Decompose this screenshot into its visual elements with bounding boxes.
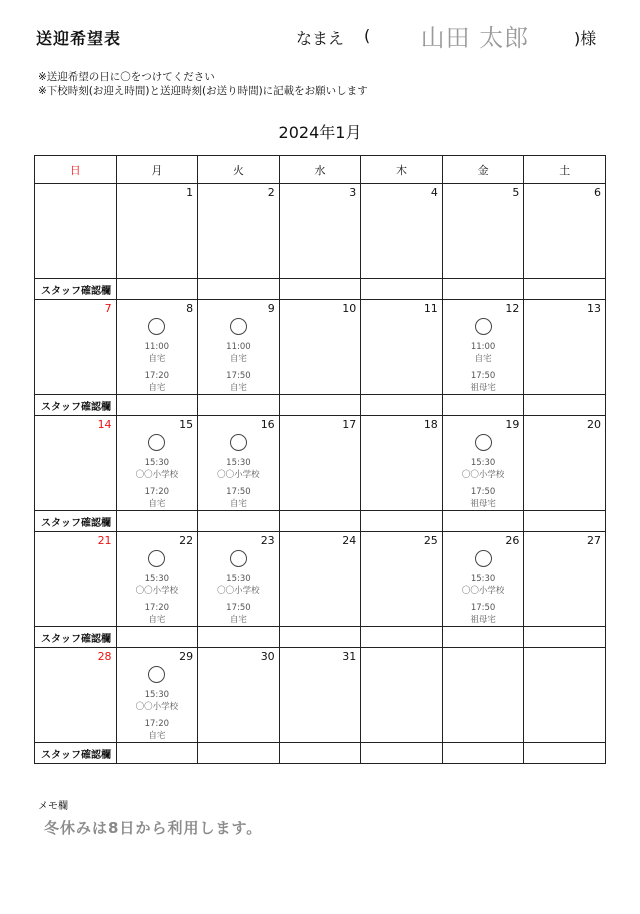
date-number: 16 xyxy=(260,418,275,431)
day-cell[interactable] xyxy=(524,184,606,279)
date-number: 27 xyxy=(587,534,601,547)
pickup-time: 15:30 xyxy=(144,574,170,584)
day-cell[interactable] xyxy=(361,300,443,395)
dropoff-time: 17:50 xyxy=(470,371,496,381)
staff-check-label: スタッフ確認欄 xyxy=(35,395,117,416)
dropoff-time: 17:50 xyxy=(226,487,251,497)
pickup-entry xyxy=(117,550,198,626)
day-cell[interactable] xyxy=(35,416,117,511)
day-cell[interactable] xyxy=(442,416,524,511)
pickup-entry xyxy=(443,550,524,626)
date-number: 14 xyxy=(97,418,112,431)
dropoff-time: 17:50 xyxy=(470,487,496,497)
memo-label: メモ欄 xyxy=(38,801,68,812)
date-number: 6 xyxy=(594,186,601,199)
date-number: 28 xyxy=(97,650,112,663)
form-title: 送迎希望表 xyxy=(36,29,122,48)
date-number: 5 xyxy=(512,186,520,199)
pickup-time: 15:30 xyxy=(226,574,251,584)
circle-mark-icon xyxy=(148,434,165,451)
day-cell[interactable] xyxy=(116,300,198,395)
day-cell[interactable] xyxy=(442,648,524,743)
day-cell[interactable] xyxy=(524,300,606,395)
staff-check-cell[interactable] xyxy=(116,743,198,764)
weekday-header-tue: 火 xyxy=(198,156,280,184)
staff-check-cell[interactable] xyxy=(442,743,524,764)
staff-check-cell[interactable] xyxy=(198,279,280,300)
circle-mark-icon xyxy=(148,550,165,567)
staff-check-cell[interactable] xyxy=(198,627,280,648)
pickup-place: 〇〇小学校 xyxy=(217,586,260,596)
staff-check-cell[interactable] xyxy=(279,627,361,648)
staff-check-cell[interactable] xyxy=(361,743,443,764)
staff-check-cell[interactable] xyxy=(116,395,198,416)
instruction-note: ※送迎希望の日に〇をつけてください xyxy=(38,71,215,83)
day-cell[interactable] xyxy=(35,300,117,395)
staff-check-cell[interactable] xyxy=(524,627,606,648)
date-number: 24 xyxy=(342,534,357,547)
dropoff-time: 17:20 xyxy=(144,719,170,729)
day-cell[interactable] xyxy=(35,184,117,279)
week-row xyxy=(35,416,606,511)
dropoff-place: 自宅 xyxy=(148,499,166,509)
instruction-note: ※下校時刻(お迎え時間)と送迎時刻(お送り時間)に記載をお願いします xyxy=(38,85,368,97)
dropoff-time: 17:50 xyxy=(226,603,251,613)
staff-check-row xyxy=(35,743,606,764)
circle-mark-icon xyxy=(475,318,492,335)
date-number: 23 xyxy=(260,534,275,547)
pickup-entry xyxy=(443,318,524,394)
name-paren-close: )様 xyxy=(574,29,597,48)
dropoff-place: 祖母宅 xyxy=(470,499,496,509)
day-cell[interactable] xyxy=(524,532,606,627)
date-number: 21 xyxy=(97,534,112,547)
date-number: 30 xyxy=(260,650,275,663)
pickup-entry xyxy=(198,550,279,626)
week-row xyxy=(35,648,606,743)
staff-check-cell[interactable] xyxy=(116,627,198,648)
date-number: 29 xyxy=(179,650,194,663)
date-number: 8 xyxy=(186,302,194,315)
circle-mark-icon xyxy=(148,318,165,335)
circle-mark-icon xyxy=(475,434,492,451)
weekday-header-wed: 水 xyxy=(279,156,361,184)
pickup-entry xyxy=(117,434,198,510)
date-number: 22 xyxy=(179,534,194,547)
staff-check-label: スタッフ確認欄 xyxy=(35,627,117,648)
dropoff-place: 自宅 xyxy=(148,383,166,393)
pickup-place: 自宅 xyxy=(474,354,492,364)
staff-check-row xyxy=(35,395,606,416)
date-number: 15 xyxy=(179,418,194,431)
pickup-time: 15:30 xyxy=(470,458,496,468)
pickup-place: 〇〇小学校 xyxy=(135,586,179,596)
circle-mark-icon xyxy=(230,550,247,567)
day-cell[interactable] xyxy=(116,416,198,511)
dropoff-time: 17:20 xyxy=(144,603,170,613)
day-cell[interactable] xyxy=(361,648,443,743)
dropoff-time: 17:20 xyxy=(144,371,170,381)
week-row xyxy=(35,184,606,279)
pickup-time: 11:00 xyxy=(226,342,251,352)
date-number: 4 xyxy=(430,186,438,199)
memo-text[interactable]: 冬休みは8日から利用します。 xyxy=(44,819,263,837)
dropoff-time: 17:20 xyxy=(144,487,170,497)
pickup-entry xyxy=(198,318,279,394)
day-cell[interactable] xyxy=(442,184,524,279)
day-cell[interactable] xyxy=(361,416,443,511)
dropoff-place: 自宅 xyxy=(229,383,247,393)
pickup-time: 15:30 xyxy=(226,458,251,468)
pickup-time: 15:30 xyxy=(470,574,496,584)
day-cell[interactable] xyxy=(279,300,361,395)
date-number: 3 xyxy=(349,186,357,199)
day-cell[interactable] xyxy=(524,648,606,743)
staff-check-cell[interactable] xyxy=(116,511,198,532)
staff-check-cell[interactable] xyxy=(524,395,606,416)
date-number: 9 xyxy=(267,302,275,315)
dropoff-place: 祖母宅 xyxy=(470,383,496,393)
dropoff-time: 17:50 xyxy=(470,603,496,613)
day-cell[interactable] xyxy=(35,648,117,743)
dropoff-place: 自宅 xyxy=(229,499,247,509)
staff-check-cell[interactable] xyxy=(361,395,443,416)
staff-check-label: スタッフ確認欄 xyxy=(35,743,117,764)
pickup-entry xyxy=(117,666,198,742)
calendar-body xyxy=(35,184,606,764)
name-label: なまえ xyxy=(296,29,345,48)
circle-mark-icon xyxy=(230,318,247,335)
staff-check-cell[interactable] xyxy=(442,279,524,300)
staff-check-cell[interactable] xyxy=(279,279,361,300)
day-cell[interactable] xyxy=(198,648,280,743)
staff-check-cell[interactable] xyxy=(442,511,524,532)
day-cell[interactable] xyxy=(279,532,361,627)
circle-mark-icon xyxy=(230,434,247,451)
day-cell[interactable] xyxy=(442,532,524,627)
staff-check-cell[interactable] xyxy=(524,743,606,764)
staff-check-cell[interactable] xyxy=(198,395,280,416)
date-number: 19 xyxy=(505,418,520,431)
day-cell[interactable] xyxy=(198,184,280,279)
day-cell[interactable] xyxy=(361,184,443,279)
weekday-header-fri: 金 xyxy=(442,156,524,184)
staff-check-cell[interactable] xyxy=(198,511,280,532)
month-title: 2024年1月 xyxy=(278,123,362,142)
dropoff-time: 17:50 xyxy=(226,371,251,381)
weekday-header-row xyxy=(35,156,606,184)
staff-check-label: スタッフ確認欄 xyxy=(35,279,117,300)
day-cell[interactable] xyxy=(198,532,280,627)
week-row xyxy=(35,532,606,627)
name-value[interactable]: 山田 太郎 xyxy=(420,24,530,52)
date-number: 1 xyxy=(186,186,194,199)
weekday-header-sun: 日 xyxy=(35,156,117,184)
date-number: 26 xyxy=(505,534,520,547)
dropoff-place: 自宅 xyxy=(229,615,247,625)
date-number: 10 xyxy=(342,302,357,315)
staff-check-label: スタッフ確認欄 xyxy=(35,511,117,532)
day-cell[interactable] xyxy=(198,416,280,511)
weekday-header-thu: 木 xyxy=(361,156,443,184)
day-cell[interactable] xyxy=(524,416,606,511)
pickup-place: 〇〇小学校 xyxy=(461,586,505,596)
pickup-time: 11:00 xyxy=(470,342,496,352)
date-number: 2 xyxy=(267,186,275,199)
dropoff-place: 祖母宅 xyxy=(470,615,496,625)
name-paren-open: ( xyxy=(364,26,371,45)
day-cell[interactable] xyxy=(116,648,198,743)
day-cell[interactable] xyxy=(361,532,443,627)
pickup-place: 〇〇小学校 xyxy=(135,470,179,480)
date-number: 12 xyxy=(505,302,520,315)
staff-check-cell[interactable] xyxy=(442,395,524,416)
pickup-place: 〇〇小学校 xyxy=(135,702,179,712)
day-cell[interactable] xyxy=(279,648,361,743)
staff-check-cell[interactable] xyxy=(361,627,443,648)
date-number: 18 xyxy=(423,418,438,431)
staff-check-row xyxy=(35,279,606,300)
pickup-time: 15:30 xyxy=(144,690,170,700)
week-row xyxy=(35,300,606,395)
pickup-place: 〇〇小学校 xyxy=(217,470,260,480)
pickup-entry xyxy=(198,434,279,510)
staff-check-cell[interactable] xyxy=(279,511,361,532)
day-cell[interactable] xyxy=(442,300,524,395)
staff-check-cell[interactable] xyxy=(279,743,361,764)
day-cell[interactable] xyxy=(35,532,117,627)
date-number: 25 xyxy=(423,534,438,547)
dropoff-place: 自宅 xyxy=(148,731,166,741)
staff-check-cell[interactable] xyxy=(524,511,606,532)
day-cell[interactable] xyxy=(279,416,361,511)
staff-check-cell[interactable] xyxy=(116,279,198,300)
date-number: 17 xyxy=(342,418,357,431)
calendar-table xyxy=(34,155,606,764)
circle-mark-icon xyxy=(475,550,492,567)
day-cell[interactable] xyxy=(116,184,198,279)
staff-check-cell[interactable] xyxy=(361,511,443,532)
day-cell[interactable] xyxy=(116,532,198,627)
staff-check-cell[interactable] xyxy=(361,279,443,300)
pickup-time: 11:00 xyxy=(144,342,170,352)
date-number: 31 xyxy=(342,650,357,663)
date-number: 13 xyxy=(587,302,601,315)
date-number: 11 xyxy=(423,302,438,315)
staff-check-cell[interactable] xyxy=(279,395,361,416)
staff-check-row xyxy=(35,627,606,648)
pickup-entry xyxy=(443,434,524,510)
pickup-place: 自宅 xyxy=(229,354,247,364)
day-cell[interactable] xyxy=(279,184,361,279)
staff-check-cell[interactable] xyxy=(524,279,606,300)
pickup-entry xyxy=(117,318,198,394)
staff-check-cell[interactable] xyxy=(442,627,524,648)
circle-mark-icon xyxy=(148,666,165,683)
day-cell[interactable] xyxy=(198,300,280,395)
staff-check-row xyxy=(35,511,606,532)
pickup-place: 自宅 xyxy=(148,354,166,364)
date-number: 20 xyxy=(587,418,601,431)
dropoff-place: 自宅 xyxy=(148,615,166,625)
date-number: 7 xyxy=(104,302,112,315)
staff-check-cell[interactable] xyxy=(198,743,280,764)
pickup-time: 15:30 xyxy=(144,458,170,468)
weekday-header-sat: 土 xyxy=(524,156,606,184)
pickup-place: 〇〇小学校 xyxy=(461,470,505,480)
weekday-header-mon: 月 xyxy=(116,156,198,184)
